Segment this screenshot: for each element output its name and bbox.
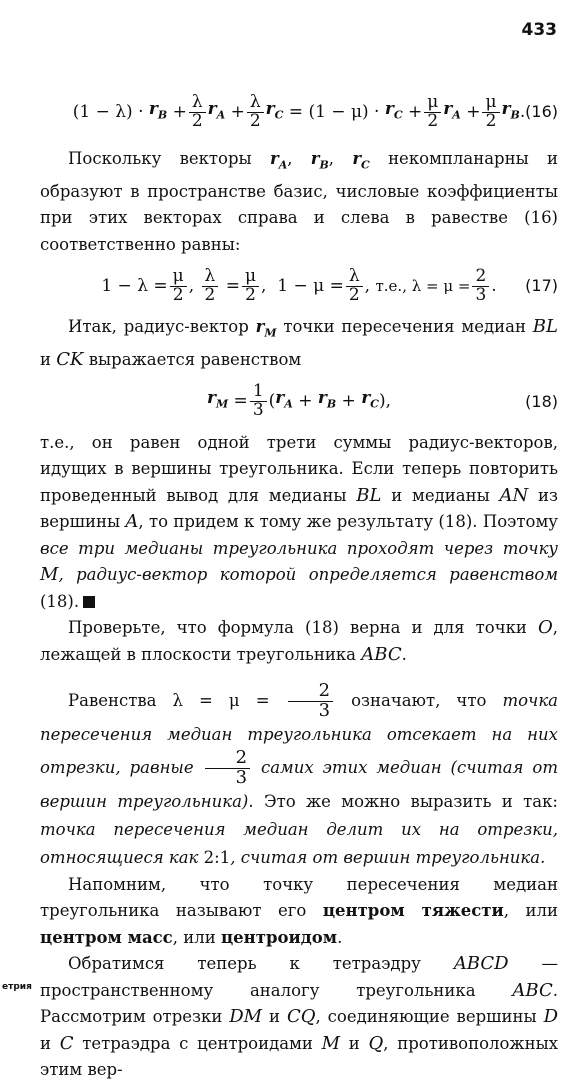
frac-mu-2b: $\frac{\mu}{2}$ bbox=[482, 94, 499, 131]
vector-rM: $r_M$ bbox=[255, 317, 277, 340]
frac-1-3: $\frac{1}{3}$ bbox=[250, 383, 267, 420]
equation-number-17: (17) bbox=[525, 276, 558, 296]
frac-2-3-17: $\frac{2}{3}$ bbox=[472, 268, 489, 305]
paragraph-check: Проверьте, что формула (18) верна и для точки O, лежащей в плоскости треугольника ABC. bbox=[40, 617, 558, 665]
frac-mu-2: $\frac{\mu}{2}$ bbox=[424, 94, 441, 131]
frac-lambda-2b: $\frac{\lambda}{2}$ bbox=[247, 94, 264, 131]
frac-mu-2-17: $\frac{\mu}{2}$ bbox=[170, 268, 187, 305]
frac-lambda-2-17b: $\frac{\lambda}{2}$ bbox=[346, 268, 363, 305]
equation-number-16: (16) bbox=[525, 101, 558, 121]
frac-2-3-a: $\frac{2}{3}$ bbox=[288, 682, 333, 721]
vector-rB: $r_B$ bbox=[148, 98, 168, 121]
page-body bbox=[40, 84, 558, 1084]
eq16-mid: = (1 − μ) · bbox=[288, 101, 380, 122]
vector-rC-2: $r_C$ bbox=[384, 98, 403, 121]
paragraph-medians: т.е., он равен одной трети суммы радиус-векторов, идущих в вершины треугольника. Если теперь повторить проведенный вывод для медианы BL и медианы AN из вершины A, то придем к тому же результату (18). Поэтому все три медианы треугольника проходят через точку M, радиус-вектор которой определяется равенством (18). bbox=[40, 432, 559, 611]
page-number: 433 bbox=[521, 20, 557, 40]
vector-rA-2: $r_A$ bbox=[443, 98, 461, 121]
vector-rB-inline: $r_B$ bbox=[310, 149, 329, 172]
vector-rC: $r_C$ bbox=[265, 98, 284, 121]
paragraph-tetrahedron: Обратимся теперь к тетраэдру ABCD — пространственному аналогу треугольника ABC. Рассмотрим отрезки DM и CQ, соединяющие вершины D и C тетраэдра с центроидами M и Q, противоположных этим вер- bbox=[40, 953, 559, 1080]
equation-18: $r_M$ = $\frac{1}{3}$ ( $r_A$ + $r_B$ + $r_C$ ), (18) bbox=[207, 381, 558, 421]
paragraph-ratios: Равенства λ = μ = $\frac{2}{3}$ означают, что точка пересечения медиан треугольника отсекает на них отрезки, равные $\frac{2}{3}$ самих этих медиан (считая от вершин треугольника). Это же можно выразить и так: точка пересечения медиан делит их на отрезки, относящиеся как 2:1, считая от вершин треугольника. bbox=[40, 680, 559, 867]
vector-rC-inline: $r_C$ bbox=[352, 149, 370, 172]
frac-lambda-2: $\frac{\lambda}{2}$ bbox=[189, 94, 206, 131]
paragraph-basis: Поскольку векторы $r_A$, $r_B$, $r_C$ некомпланарны и образуют в пространстве базис, числовые коэффициенты при этих векторах справа и слева в равестве (16) соответственно равны: bbox=[40, 149, 559, 254]
vector-rA-inline: $r_A$ bbox=[269, 149, 288, 172]
frac-2-3-b: $\frac{2}{3}$ bbox=[205, 749, 250, 788]
paragraph-centroid-names: Напомним, что точку пересечения медиан треугольника называют его центром тяжести, или центром масс, или центроидом. bbox=[40, 874, 558, 947]
footer-running-title: етрия bbox=[2, 982, 32, 992]
vector-rA: $r_A$ bbox=[207, 98, 226, 121]
paragraph-radius-vector: Итак, радиус-вектор $r_M$ точки пересечения медиан BL и CK выражается равенством bbox=[40, 316, 558, 371]
frac-mu-2-17b: $\frac{\mu}{2}$ bbox=[242, 268, 259, 305]
equation-17: 1 − λ = $\frac{\mu}{2}$ , $\frac{\lambda}{2}$ = $\frac{\mu}{2}$ , 1 − μ = $\frac{\lambda}{2}$ , т.е., λ = μ = $\frac{2}{3}$ . (17) bbox=[101, 265, 558, 305]
frac-lambda-2-17: $\frac{\lambda}{2}$ bbox=[202, 268, 219, 305]
vector-rB-2: $r_B$ bbox=[501, 98, 520, 121]
vector-rM-18: $r_M$ bbox=[207, 388, 229, 411]
equation-number-18: (18) bbox=[525, 391, 558, 411]
equation-16: (1 − λ) · $r_B$ + $\frac{\lambda}{2}$ $r_A$ + $\frac{\lambda}{2}$ $r_C$ = (1 − μ) · $r_C$ + $\frac{\mu}{2}$ $r_A$ + $\frac{\mu}{2}$ $r_B$ . (16) bbox=[72, 91, 558, 131]
end-of-proof-square bbox=[83, 596, 95, 608]
eq16-lhs-start: (1 − λ) · bbox=[72, 101, 144, 122]
